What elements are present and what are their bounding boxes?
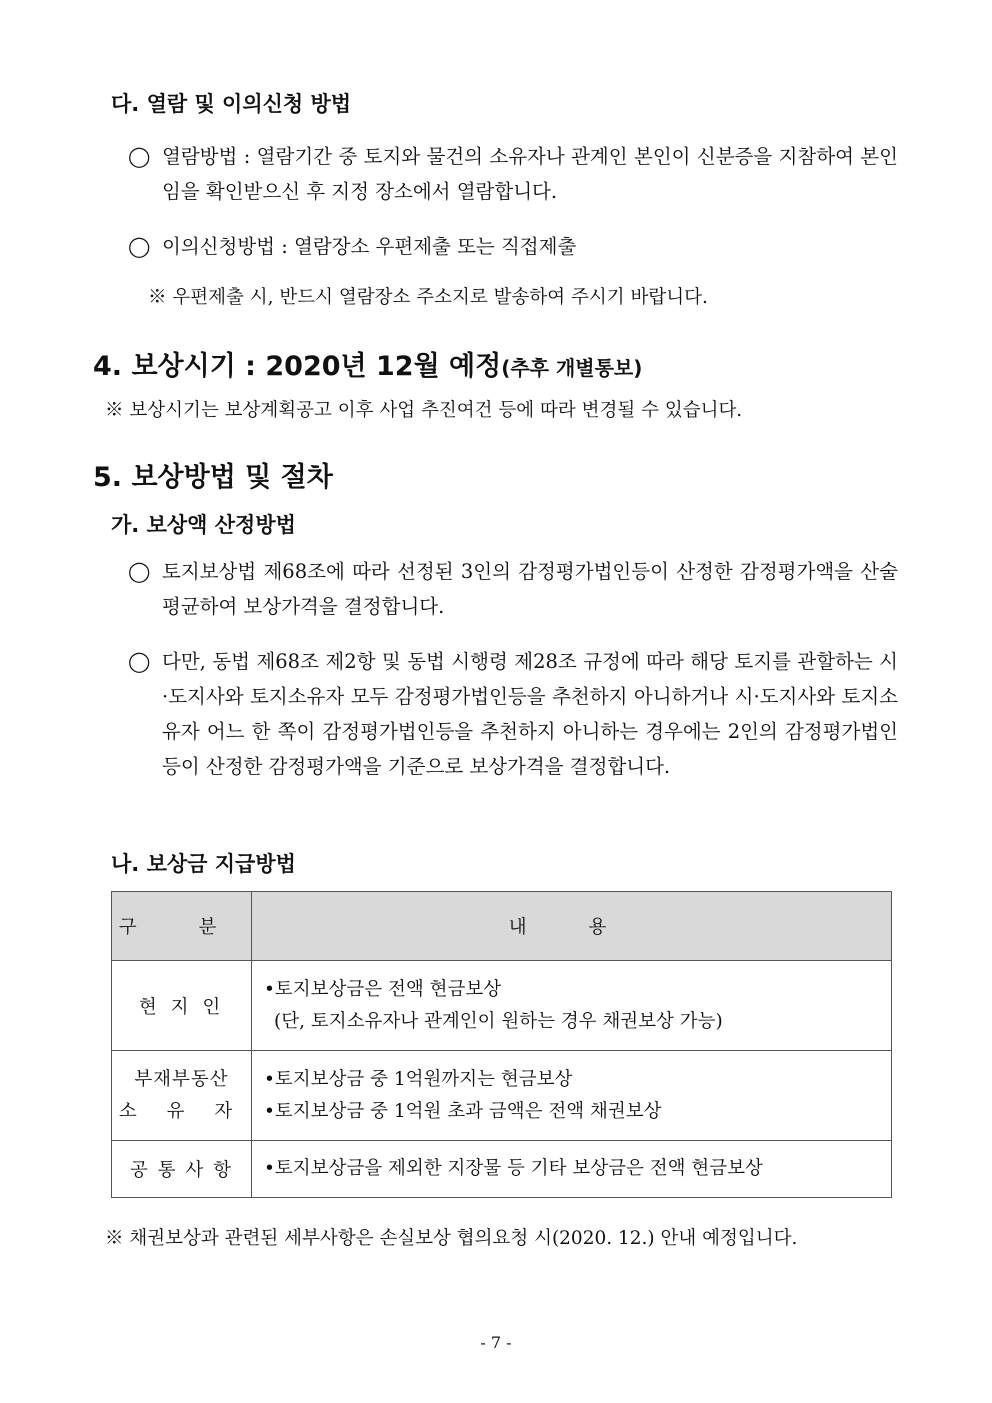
- table-row: [112, 961, 892, 1051]
- section-4-title-main: 4. 보상시기 : 2020년 12월 예정: [93, 351, 502, 382]
- row-label: 현 지 인: [138, 996, 225, 1018]
- row-content-cell: [252, 1141, 892, 1198]
- row-label: 공 통 사 항: [129, 1160, 234, 1181]
- row-line: (단, 토지소유자나 관계인이 원하는 경우 채권보상 가능): [274, 1010, 723, 1032]
- row-line: •토지보상금 중 1억원까지는 현금보상: [264, 1068, 573, 1090]
- row-content-cell: [252, 1051, 892, 1141]
- table-row: [112, 1141, 892, 1198]
- circle-bullet-icon: ◯: [128, 234, 151, 258]
- circle-bullet-icon: ◯: [128, 559, 151, 583]
- row-line: •토지보상금은 전액 현금보상: [264, 978, 502, 1000]
- bullet-text: 이의신청방법 : 열람장소 우편제출 또는 직접제출: [162, 235, 577, 258]
- row-content-cell: [252, 961, 892, 1051]
- note: ※ 우편제출 시, 반드시 열람장소 주소지로 발송하여 주시기 바랍니다.: [148, 287, 708, 308]
- section-5-title: 5. 보상방법 및 절차: [93, 462, 333, 493]
- row-label-cell: [112, 1051, 252, 1141]
- table-header-cell: 내 용: [252, 892, 892, 961]
- table-header-row: [112, 892, 892, 961]
- table-row: [112, 1051, 892, 1141]
- row-line: •토지보상금 중 1억원 초과 금액은 전액 채권보상: [264, 1100, 662, 1122]
- subheading-ga: 가. 보상액 산정방법: [111, 513, 296, 537]
- bullet-text: 열람방법 : 열람기간 중 토지와 물건의 소유자나 관계인 본인이 신분증을 지참하여 본인임을 확인받으신 후 지정 장소에서 열람합니다.: [162, 145, 898, 203]
- row-label-cell: [112, 961, 252, 1051]
- payment-method-table: [111, 891, 892, 1198]
- page-number: - 7 -: [480, 1333, 512, 1352]
- row-label: 부재부동산: [134, 1068, 229, 1090]
- circle-bullet-icon: ◯: [128, 649, 151, 673]
- section-4-title: [93, 344, 642, 383]
- subheading-na: 나. 보상금 지급방법: [111, 852, 296, 876]
- subheading-da: 다. 열람 및 이의신청 방법: [111, 92, 352, 116]
- note: ※ 채권보상과 관련된 세부사항은 손실보상 협의요청 시(2020. 12.) 안내 예정입니다.: [105, 1228, 798, 1249]
- row-label: 소 유 자: [118, 1100, 245, 1122]
- note: ※ 보상시기는 보상계획공고 이후 사업 추진여건 등에 따라 변경될 수 있습니다.: [105, 400, 743, 421]
- section-4-title-suffix: (추후 개별통보): [501, 356, 643, 380]
- table-header-cell: 구 분: [112, 892, 252, 961]
- bullet-text: 토지보상법 제68조에 따라 선정된 3인의 감정평가법인등이 산정한 감정평가액을 산술평균하여 보상가격을 결정합니다.: [162, 560, 898, 618]
- circle-bullet-icon: ◯: [128, 144, 151, 168]
- row-label-cell: [112, 1141, 252, 1198]
- bullet-text: 다만, 동법 제68조 제2항 및 동법 시행령 제28조 규정에 따라 해당 토지를 관할하는 시·도지사와 토지소유자 모두 감정평가법인등을 추천하지 아니하거나 시·도지사와 토지소유자 어느 한 쪽이 감정평가법인등을 추천하지 아니하는 경우에는 2인의 감정평가법인등이 산정한 감정평가액을 기준으로 보상가격을 결정합니다.: [162, 650, 898, 778]
- row-line: •토지보상금을 제외한 지장물 등 기타 보상금은 전액 현금보상: [264, 1158, 763, 1179]
